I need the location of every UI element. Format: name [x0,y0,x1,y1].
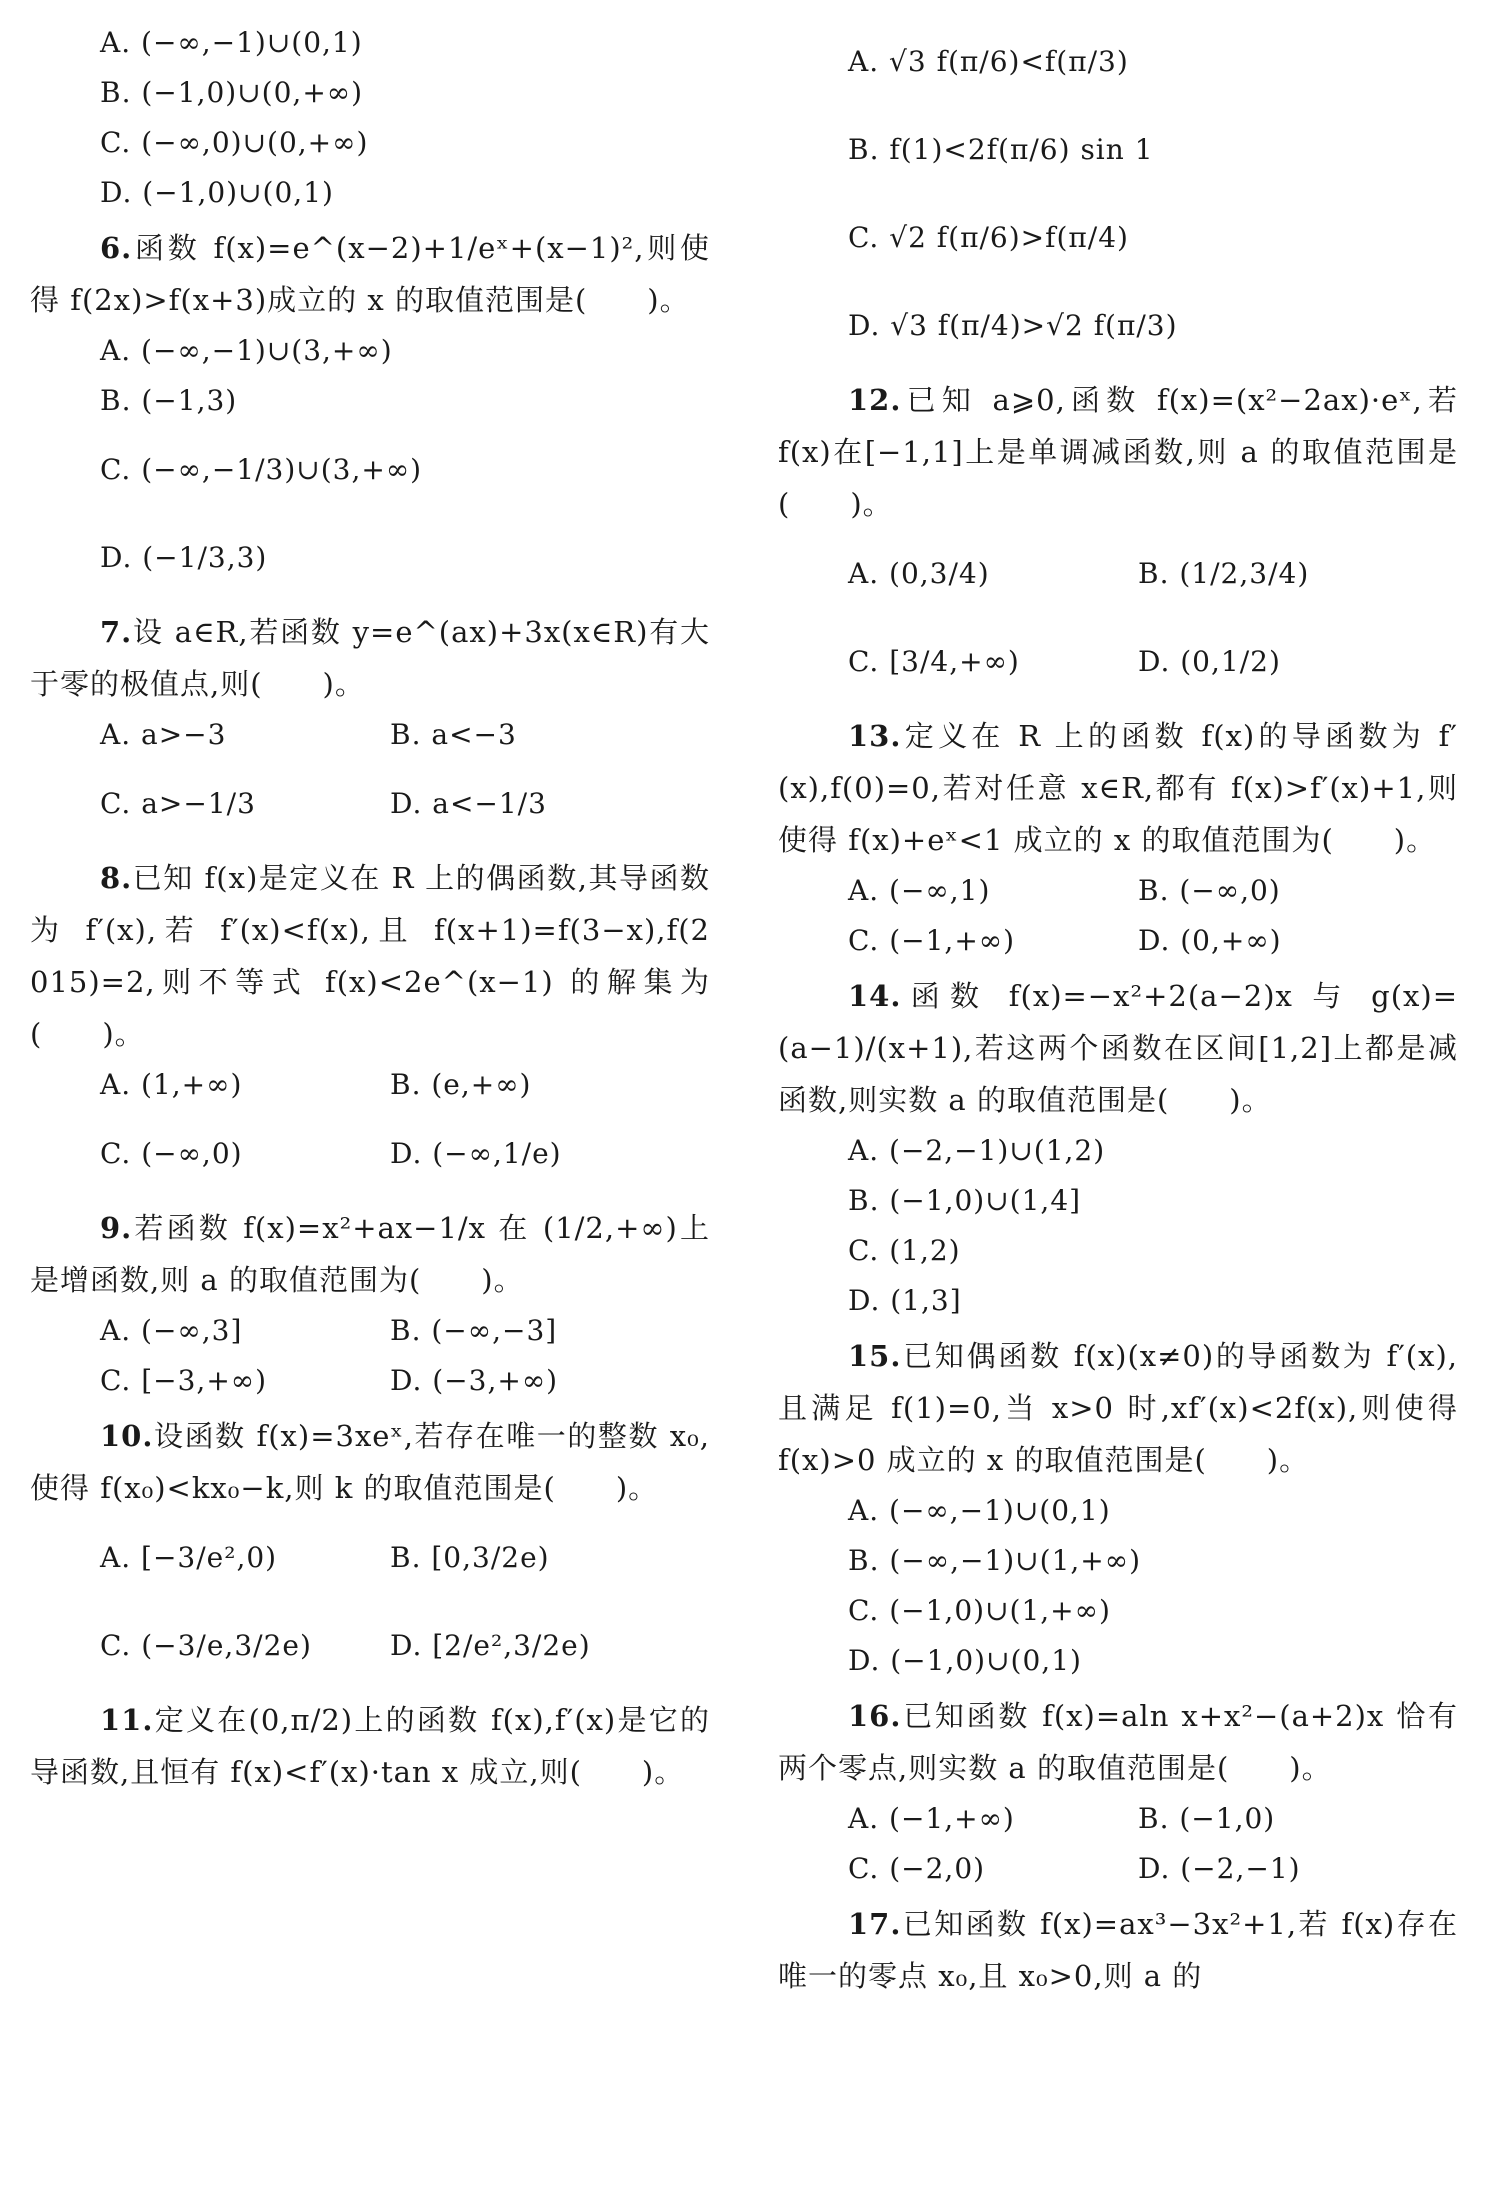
question-text: 函数 f(x)=e^(x−2)+1/eˣ+(x−1)²,则使得 f(2x)>f(x+3)成立的 x 的取值范围是( )。 [30,231,710,317]
answer-option-row [30,1060,710,1110]
answer-option: B. (−1,0)∪(0,+∞) [100,76,364,109]
answer-option: C. (−1,+∞) [848,924,1016,957]
answer-option: D. (−∞,1/e) [390,1137,562,1170]
question-text: 设 a∈R,若函数 y=e^(ax)+3x(x∈R)有大于零的极值点,则( )。 [30,615,710,701]
answer-option: D. (0,+∞) [1138,924,1282,957]
question [30,1410,710,1514]
answer-option-row [30,1110,710,1198]
question-number: 13. [848,719,902,753]
question [778,1330,1458,1486]
answer-option: D. (0,1/2) [1138,645,1281,678]
answer-option: B. (−1,0) [1138,1802,1276,1835]
answer-option: B. (−∞,−1)∪(1,+∞) [848,1544,1141,1577]
question-text: 定义在(0,π/2)上的函数 f(x),f′(x)是它的导函数,且恒有 f(x)<f′(x)·tan x 成立,则( )。 [30,1703,710,1789]
answer-option-row [778,618,1458,706]
answer-option: A. (−1,+∞) [848,1802,1015,1835]
answer-option: B. [0,3/2e) [390,1541,550,1574]
answer-option-row [778,916,1458,966]
answer-option: A. (−∞,−1)∪(3,+∞) [100,334,393,367]
answer-option: C. [−3,+∞) [100,1364,268,1397]
answer-option: B. (e,+∞) [390,1068,532,1101]
question [778,1690,1458,1794]
answer-option-row [778,530,1458,618]
answer-option: C. (1,2) [848,1234,961,1267]
answer-option: D. √3 f(π/4)>√2 f(π/3) [848,309,1178,342]
question [30,222,710,326]
answer-option: C. (−2,0) [848,1852,986,1885]
answer-option: B. (−1,0)∪(1,4] [848,1184,1082,1217]
answer-option: A. (−∞,−1)∪(0,1) [848,1494,1111,1527]
answer-option: C. (−∞,−1/3)∪(3,+∞) [100,453,423,486]
answer-option: C. √2 f(π/6)>f(π/4) [848,221,1129,254]
question-number: 10. [100,1419,154,1453]
answer-option: D. [2/e²,3/2e) [390,1629,591,1662]
question-number: 17. [848,1907,902,1941]
question-number: 12. [848,383,902,417]
answer-option: B. f(1)<2f(π/6) sin 1 [848,133,1154,166]
question-number: 7. [100,615,133,649]
answer-option: B. (−1,3) [100,384,238,417]
question [778,970,1458,1126]
question [778,710,1458,866]
question [30,1202,710,1306]
answer-option: B. (−∞,−3] [390,1314,558,1347]
question-number: 14. [848,979,902,1013]
question-number: 9. [100,1211,133,1245]
question-number: 8. [100,861,133,895]
question-text: 函数 f(x)=−x²+2(a−2)x 与 g(x)=(a−1)/(x+1),若这两个函数在区间[1,2]上都是减函数,则实数 a 的取值范围是( )。 [778,979,1458,1117]
answer-option: A. (−2,−1)∪(1,2) [848,1134,1106,1167]
answer-option: C. (−1,0)∪(1,+∞) [848,1594,1111,1627]
answer-option: B. (1/2,3/4) [1138,557,1310,590]
answer-option: A. [−3/e²,0) [100,1541,278,1574]
answer-option-row [778,1844,1458,1894]
answer-option: C. [3/4,+∞) [848,645,1020,678]
question [30,1694,710,1798]
answer-option: C. a>−1/3 [100,787,256,820]
right-column [778,18,1458,2002]
answer-option: A. a>−3 [100,718,227,751]
question-number: 16. [848,1699,902,1733]
question-text: 已知偶函数 f(x)(x≠0)的导函数为 f′(x),且满足 f(1)=0,当 x>0 时,xf′(x)<2f(x),则使得 f(x)>0 成立的 x 的取值范围是( )。 [778,1339,1458,1477]
answer-option: D. (−1,0)∪(0,1) [100,176,334,209]
answer-option: C. (−∞,0)∪(0,+∞) [100,126,369,159]
answer-option: C. (−3/e,3/2e) [100,1629,312,1662]
answer-option-row [30,1356,710,1406]
answer-option: D. a<−1/3 [390,787,547,820]
question-number: 15. [848,1339,902,1373]
answer-option: B. a<−3 [390,718,517,751]
answer-option-row [30,710,710,760]
answer-option-row [30,760,710,848]
answer-option-row [30,1514,710,1602]
question-text: 已知函数 f(x)=ax³−3x²+1,若 f(x)存在唯一的零点 x₀,且 x₀>0,则 a 的 [778,1907,1458,1993]
answer-option: A. (1,+∞) [100,1068,243,1101]
answer-option: A. √3 f(π/6)<f(π/3) [848,45,1129,78]
answer-option-row [778,1794,1458,1844]
answer-option-row [778,866,1458,916]
question-number: 11. [100,1703,154,1737]
question [30,852,710,1060]
answer-option: C. (−∞,0) [100,1137,243,1170]
answer-option: D. (−1,0)∪(0,1) [848,1644,1082,1677]
answer-option: A. (−∞,1) [848,874,991,907]
answer-option: D. (−1/3,3) [100,541,268,574]
answer-option: A. (−∞,−1)∪(0,1) [100,26,363,59]
answer-option: D. (1,3] [848,1284,962,1317]
question [30,606,710,710]
left-column [30,18,710,1798]
question-text: 已知 f(x)是定义在 R 上的偶函数,其导函数为 f′(x),若 f′(x)<f(x),且 f(x+1)=f(3−x),f(2 015)=2,则不等式 f(x)<2e^(x−1) 的解集为( )。 [30,861,710,1051]
question [778,1898,1458,2002]
question-text: 若函数 f(x)=x²+ax−1/x 在 (1/2,+∞)上是增函数,则 a 的取值范围为( )。 [30,1211,710,1297]
question-text: 定义在 R 上的函数 f(x)的导函数为 f′(x),f(0)=0,若对任意 x∈R,都有 f(x)>f′(x)+1,则使得 f(x)+eˣ<1 成立的 x 的取值范围为( )。 [778,719,1458,857]
answer-option: B. (−∞,0) [1138,874,1281,907]
question-text: 设函数 f(x)=3xeˣ,若存在唯一的整数 x₀,使得 f(x₀)<kx₀−k,则 k 的取值范围是( )。 [30,1419,710,1505]
answer-option: A. (−∞,3] [100,1314,243,1347]
answer-option-row [30,1306,710,1356]
answer-option: D. (−3,+∞) [390,1364,559,1397]
answer-option-row [30,1602,710,1690]
answer-option: A. (0,3/4) [848,557,990,590]
question-number: 6. [100,231,133,265]
question-text: 已知函数 f(x)=aln x+x²−(a+2)x 恰有两个零点,则实数 a 的取值范围是( )。 [778,1699,1458,1785]
question-text: 已知 a⩾0,函数 f(x)=(x²−2ax)·eˣ,若 f(x)在[−1,1]上是单调减函数,则 a 的取值范围是( )。 [778,383,1458,521]
answer-option: D. (−2,−1) [1138,1852,1301,1885]
question [778,374,1458,530]
